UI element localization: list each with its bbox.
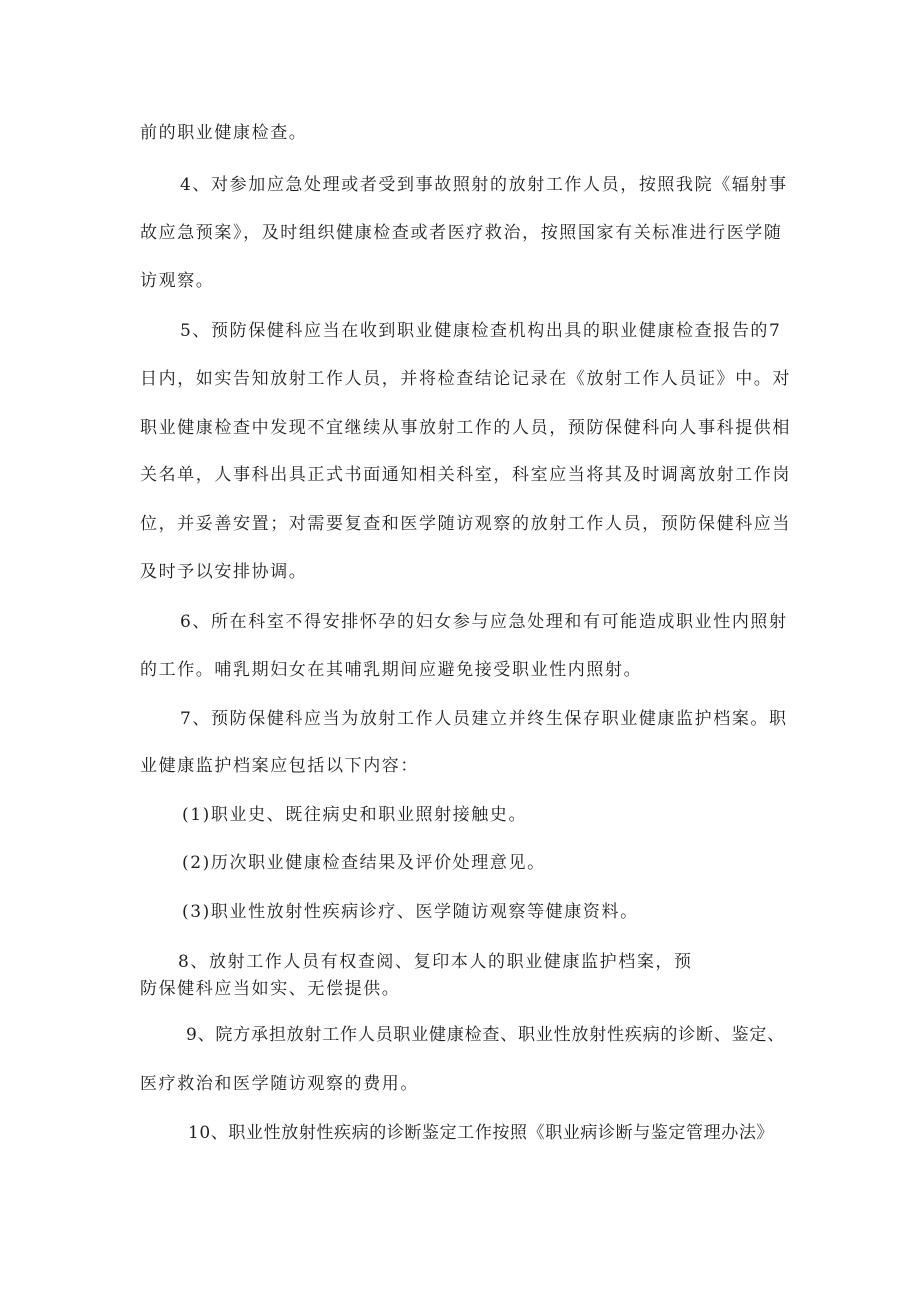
text-line: 9、院方承担放射工作人员职业健康检查、职业性放射性疾病的诊断、鉴定、 <box>186 1025 786 1045</box>
text-line: 8、放射工作人员有权查阅、复印本人的职业健康监护档案，预 <box>178 952 693 972</box>
text-line: (2)历次职业健康检查结果及评价处理意见。 <box>182 853 546 873</box>
text-line: 的工作。哺乳期妇女在其哺乳期间应避免接受职业性内照射。 <box>140 660 643 680</box>
text-line: 日内，如实告知放射工作人员，并将检查结论记录在《放射工作人员证》中。对 <box>140 369 791 389</box>
text-line: 10、职业性放射性疾病的诊断鉴定工作按照《职业病诊断与鉴定管理办法》 <box>188 1123 775 1143</box>
text-line: 防保健科应当如实、无偿提供。 <box>140 979 401 999</box>
text-line: 业健康监护档案应包括以下内容： <box>140 756 419 776</box>
text-line: 7、预防保健科应当为放射工作人员建立并终生保存职业健康监护档案。职 <box>180 709 788 729</box>
text-line: 6、所在科室不得安排怀孕的妇女参与应急处理和有可能造成职业性内照射 <box>180 612 788 632</box>
text-line: 职业健康检查中发现不宜继续从事放射工作的人员，预防保健科向人事科提供相 <box>140 418 791 438</box>
text-line: 关名单，人事科出具正式书面通知相关科室，科室应当将其及时调离放射工作岗 <box>140 465 791 485</box>
text-line: 及时予以安排协调。 <box>140 562 308 582</box>
text-line: 5、预防保健科应当在收到职业健康检查机构出具的职业健康检查报告的7 <box>180 321 782 341</box>
text-line: 前的职业健康检查。 <box>140 123 308 143</box>
text-line: (1)职业史、既往病史和职业照射接触史。 <box>182 805 528 825</box>
text-line: 4、对参加应急处理或者受到事故照射的放射工作人员，按照我院《辐射事 <box>180 175 788 195</box>
text-line: 访观察。 <box>140 271 215 291</box>
text-line: 故应急预案》，及时组织健康检查或者医疗救治，按照国家有关标准进行医学随 <box>140 223 783 243</box>
text-line: 位，并妥善安置；对需要复查和医学随访观察的放射工作人员，预防保健科应当 <box>140 514 791 534</box>
text-line: 医疗救治和医学随访观察的费用。 <box>140 1074 419 1094</box>
text-line: (3)职业性放射性疾病诊疗、医学随访观察等健康资料。 <box>182 902 639 922</box>
